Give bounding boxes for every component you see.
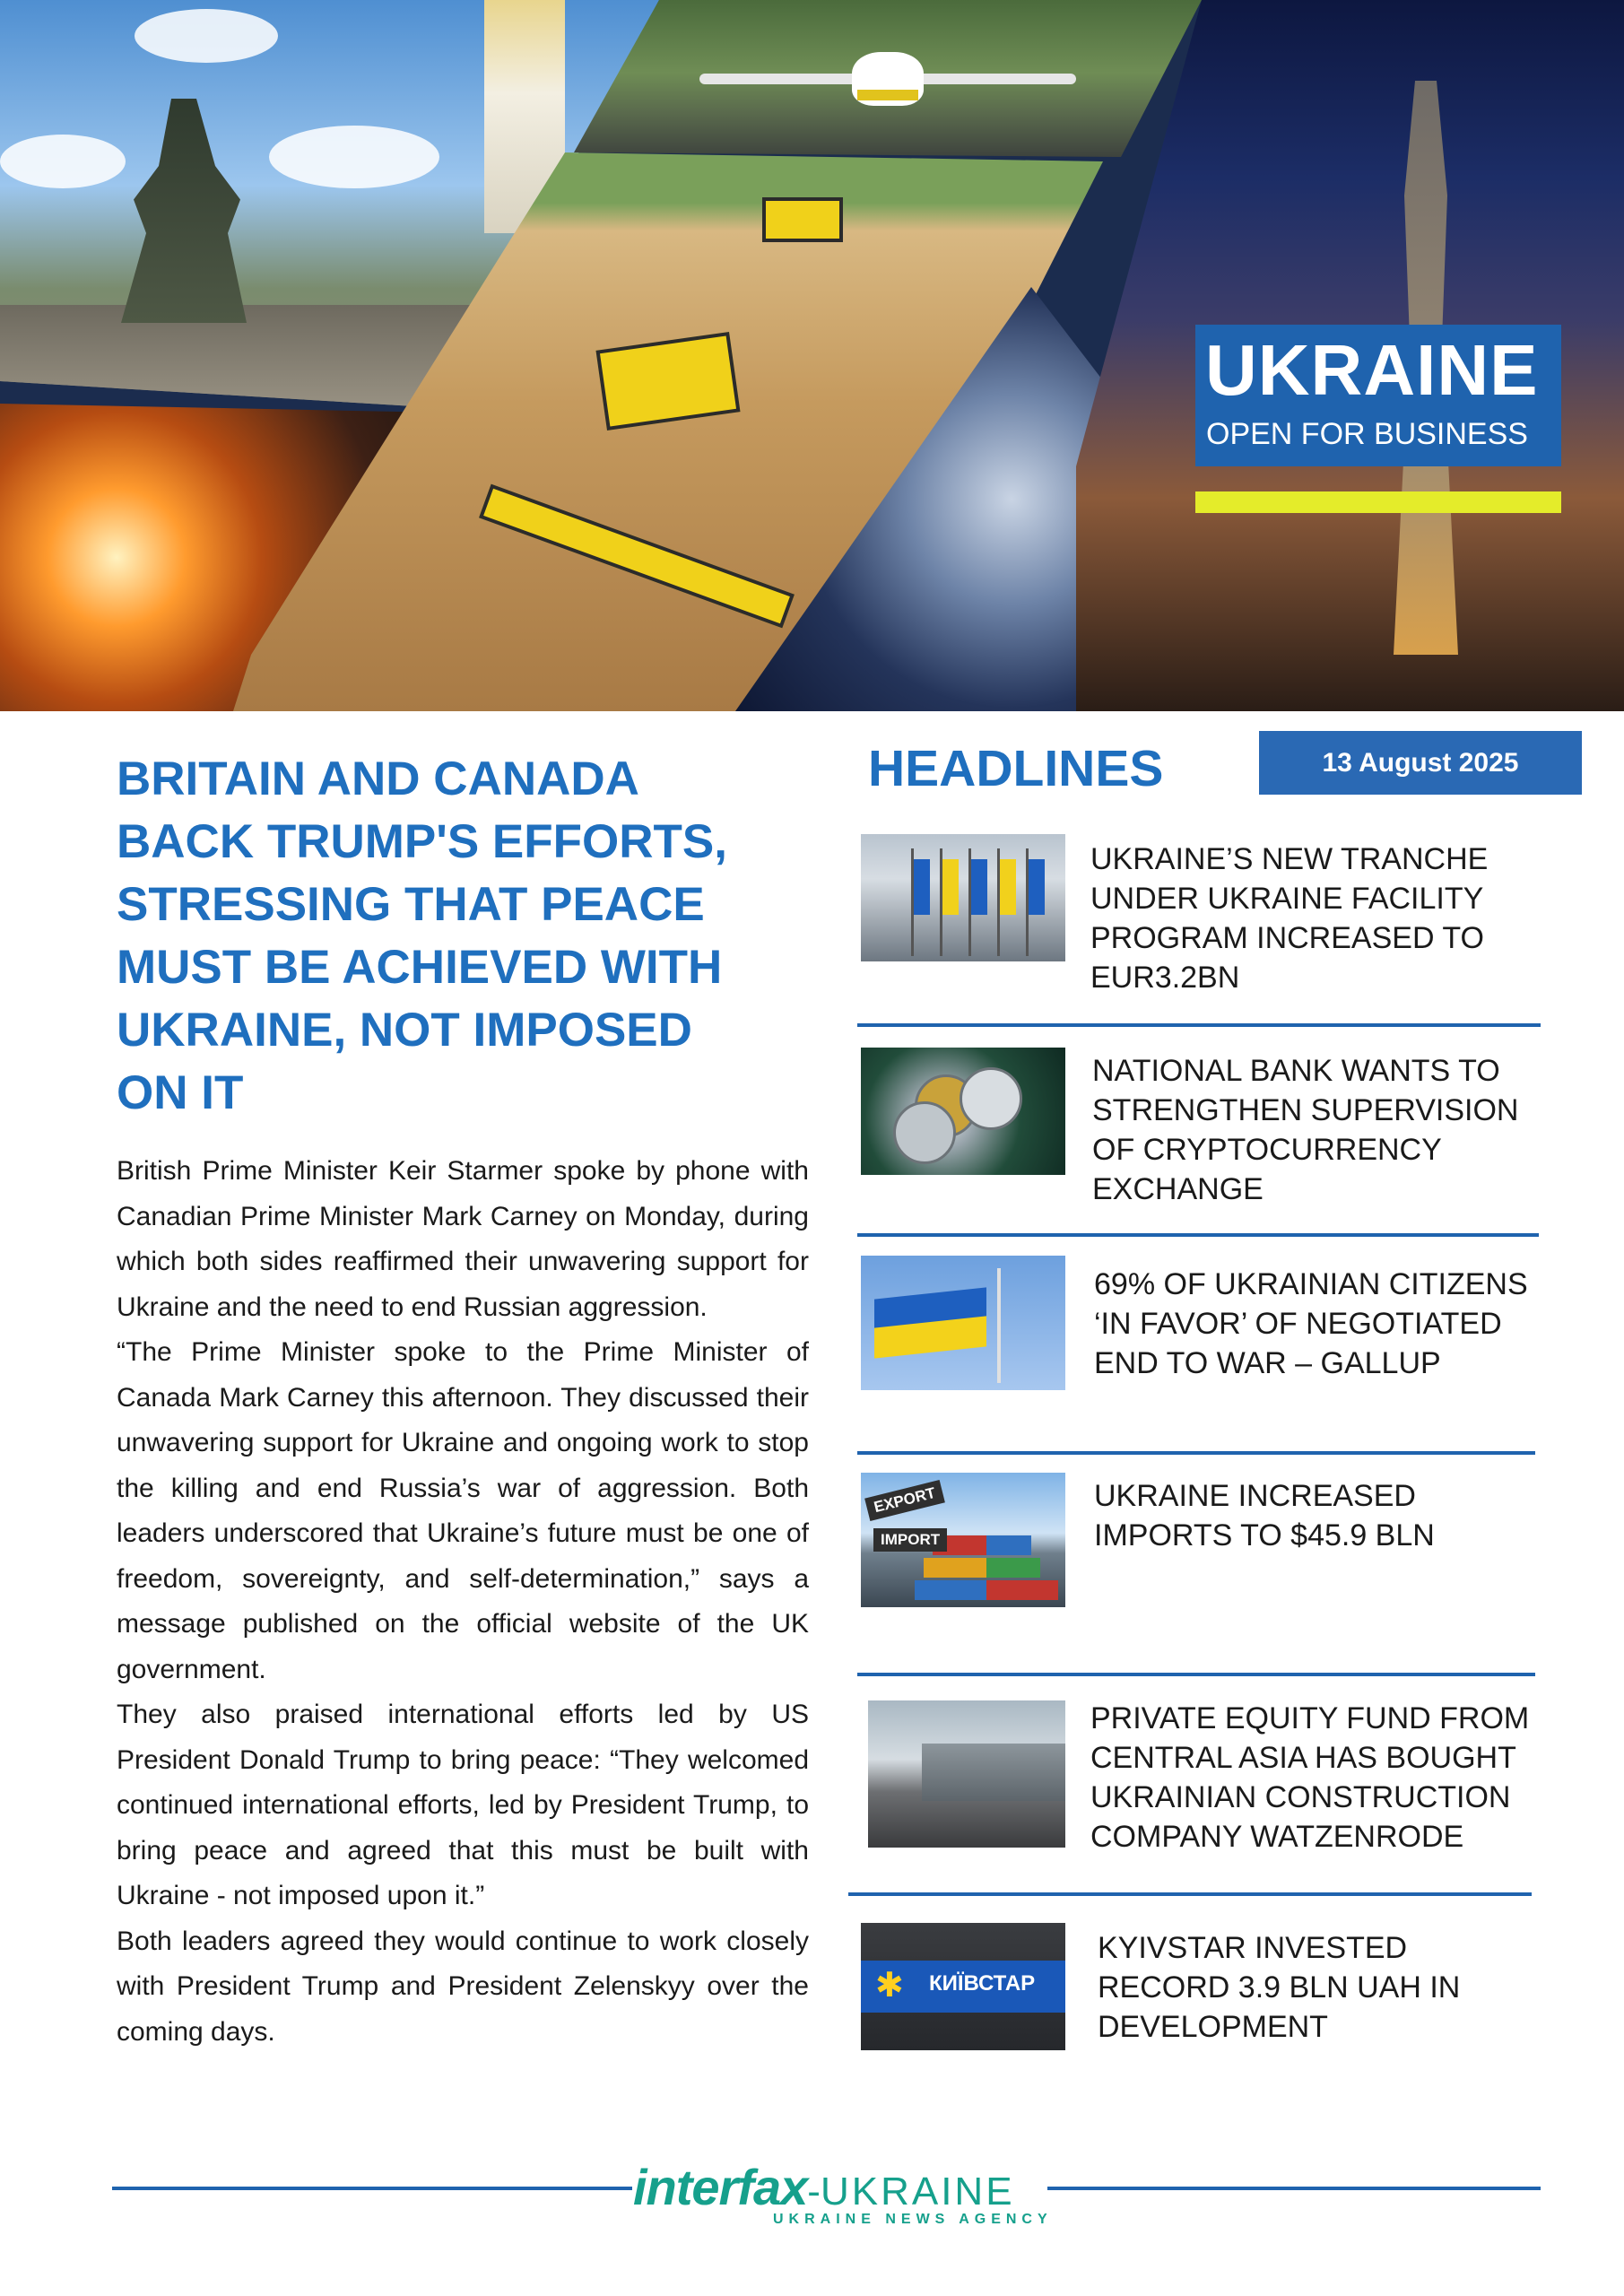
eu-flags-photo <box>861 834 1065 961</box>
kyivstar-store-photo <box>861 1923 1065 2050</box>
cloud <box>135 9 278 63</box>
container <box>986 1558 1040 1578</box>
import-sign: IMPORT <box>873 1528 947 1552</box>
brand-accent-bar <box>1195 491 1561 513</box>
header-banner <box>0 0 1624 711</box>
cloud <box>0 135 126 188</box>
footer-line-right <box>1047 2187 1541 2190</box>
headline-text[interactable]: KYIVSTAR INVESTED RECORD 3.9 BLN UAH IN DEVELOPMENT <box>1098 1931 1461 2044</box>
article-paragraph: Both leaders agreed they would continue to work closely with President Trump and President Zelenskyy over the coming days. <box>117 1926 809 2047</box>
combine-harvester <box>595 332 740 430</box>
container <box>986 1580 1058 1600</box>
crypto-coins-photo <box>861 1048 1065 1175</box>
headline-item[interactable] <box>859 1471 1576 1641</box>
article-paragraph: British Prime Minister Keir Starmer spoke by phone with Canadian Prime Minister Mark Carney on Monday, during which both sides reaffirmed their unwavering support for Ukraine and the need to end Russian aggression. <box>117 1156 809 1322</box>
article-title: BRITAIN AND CANADA BACK TRUMP'S EFFORTS, STRESSING THAT PEACE MUST BE ACHIEVED WITH UKRAINE, NOT IMPOSED ON IT <box>117 752 727 1119</box>
headline-item[interactable] <box>859 832 1576 1030</box>
building-block <box>922 1744 1065 1801</box>
equestrian-statue <box>121 99 247 323</box>
headline-item[interactable] <box>859 1254 1576 1424</box>
article-paragraph: They also praised international efforts led by US President Donald Trump to bring peace: “They welcomed continued international efforts, led by President Trump, to bring peace and agreed that this must be built with Ukraine - not imposed upon it.” <box>117 1700 809 1910</box>
headline-item[interactable] <box>859 1046 1576 1225</box>
brand-title: UKRAINE <box>1205 330 1539 410</box>
store-sign-text: КИЇВСТАР <box>929 1971 1036 1996</box>
flag <box>971 859 987 915</box>
brand-subtitle: OPEN FOR BUSINESS <box>1206 417 1528 451</box>
article-body <box>117 1149 809 2055</box>
coin <box>893 1101 956 1164</box>
flag <box>1029 859 1045 915</box>
interfax-logo[interactable] <box>633 2158 1015 2216</box>
logo-dash: - <box>807 2170 821 2213</box>
headline-divider <box>848 1892 1532 1896</box>
export-sign: EXPORT <box>864 1480 945 1521</box>
headline-divider <box>857 1451 1535 1455</box>
coin <box>960 1067 1022 1130</box>
headline-item[interactable] <box>859 1921 1576 2056</box>
footer-line-left <box>112 2187 632 2190</box>
cloud <box>269 126 439 188</box>
ukraine-flag-photo <box>861 1256 1065 1390</box>
flag <box>914 859 930 915</box>
flag-pole <box>997 1268 1001 1383</box>
logo-tagline: UKRAINE NEWS AGENCY <box>773 2212 1053 2227</box>
headline-item[interactable] <box>859 1697 1576 1876</box>
headline-text[interactable]: NATIONAL BANK WANTS TO STRENGTHEN SUPERVISION OF CRYPTOCURRENCY EXCHANGE <box>1092 1054 1519 1206</box>
headline-text[interactable]: 69% OF UKRAINIAN CITIZENS ‘IN FAVOR’ OF NEGOTIATED END TO WAR – GALLUP <box>1094 1267 1528 1380</box>
headline-divider <box>857 1233 1539 1237</box>
headline-text[interactable]: UKRAINE INCREASED IMPORTS TO $45.9 BLN <box>1094 1479 1435 1552</box>
harvester-header <box>479 484 795 629</box>
headlines-heading: HEADLINES <box>868 740 1164 797</box>
export-import-containers-photo <box>861 1473 1065 1607</box>
headline-text[interactable]: PRIVATE EQUITY FUND FROM CENTRAL ASIA HAS BOUGHT UKRAINIAN CONSTRUCTION COMPANY WATZENRODE <box>1090 1701 1530 1854</box>
cargo-plane-photo <box>574 0 1202 161</box>
kyivstar-star-icon: ✱ <box>875 1967 904 2005</box>
article-paragraph: “The Prime Minister spoke to the Prime Minister of Canada Mark Carney this afternoon. They discussed their unwavering support for Ukraine and ongoing work to stop the killing and end Russia’s war of aggression. Both leaders underscored that Ukraine’s future must be one of freedom, sovereignty, and self-determination,” says a message published on the official website of the UK government. <box>117 1337 809 1684</box>
flag <box>1000 859 1016 915</box>
logo-interfax: interfax <box>633 2159 808 2215</box>
plane-stripe <box>857 90 918 100</box>
construction-building-photo <box>868 1700 1065 1848</box>
headline-divider <box>857 1023 1541 1027</box>
logo-ukraine: UKRAINE <box>820 2170 1015 2213</box>
date-badge: 13 August 2025 <box>1259 731 1582 795</box>
container <box>915 1580 986 1600</box>
container <box>924 1558 986 1578</box>
headline-text[interactable]: UKRAINE’S NEW TRANCHE UNDER UKRAINE FACILITY PROGRAM INCREASED TO EUR3.2BN <box>1090 842 1489 995</box>
headline-divider <box>857 1673 1535 1676</box>
flag <box>942 859 959 915</box>
combine-harvester-far <box>762 197 843 242</box>
container <box>986 1535 1031 1555</box>
